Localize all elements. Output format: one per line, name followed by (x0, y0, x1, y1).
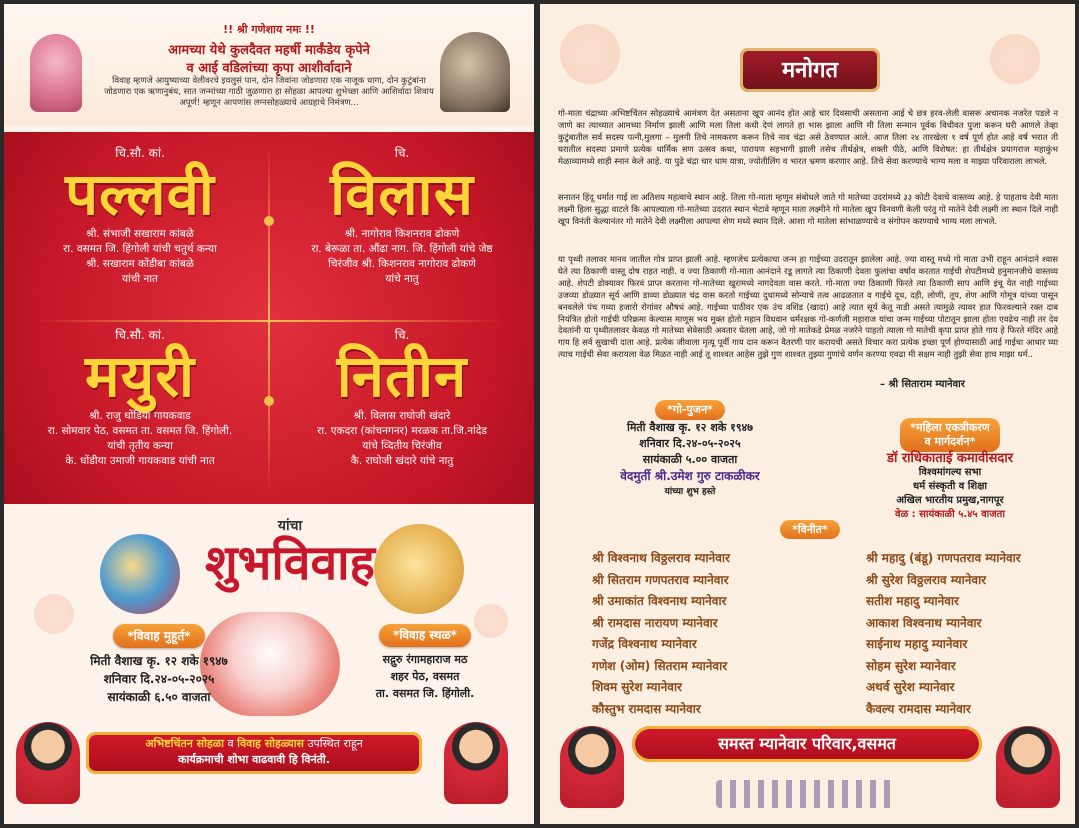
footer-text: उपस्थित राहून (304, 737, 363, 750)
bride1-family-line: यांची नात (121, 273, 159, 285)
mahila-guest-name: डॉ राधिकाताई कमावीसदार (886, 451, 1014, 466)
muhurt-line: शनिवार दि.२४-०५-२०२५ (103, 672, 215, 686)
list-item: श्री सुरेश विठ्ठलराव म्यानेवार (866, 572, 987, 587)
bride1-prefix: चि.सौ. कां. (115, 146, 165, 160)
bride1-name: पल्लवी (65, 160, 215, 228)
list-item: श्री विश्वनाथ विठ्ठलराव म्यानेवार (592, 551, 730, 565)
footer-line2: कार्यक्रमाची शोभा वाढवावी हि विनंती. (178, 753, 330, 766)
bride1-family-line: रा. वसमत जि. हिंगोली यांची चतुर्थ कन्या (63, 243, 217, 255)
header-line3: व आई वडिलांच्या कृपा आशीर्वादाने (186, 61, 352, 76)
mahila-time: वेळ : सायंकाळी ५.४५ वाजता (895, 509, 1005, 520)
intro-text: विवाह म्हणजे आयुष्याच्या वेलीवरचे इवलुसं पान, दोन जिवांना जोडणारा एक नाजूक धागा, दोन कुटुंबांना जोडणारा एक ऋणानुबंध, सात जन्मांच्या गाठी जुळणारा हा सोहळा आपल्या शुभेच्छा आणि आशिर्वादा शिवाय अपूर्ण! म्हणून आपणांस लग्नसोहळ्याचे आग्रहाचे निमंत्रण... (104, 76, 434, 108)
muhurt-line: मिती वैशाख कृ. १२ शके १९४७ (90, 654, 228, 668)
groom1-name: विलास (330, 160, 474, 228)
invitation-right-page (540, 4, 1075, 824)
yancha-text: यांचा (277, 518, 303, 534)
groom1-family-line: रा. बेरूळा ता. औंढा नाग. जि. हिंगोली यांचे जेष्ठ (311, 243, 493, 255)
bride1-family-line: श्री. सखाराम कोंडीबा कांबळे (86, 258, 194, 270)
header-line2: आमच्या येथे कुलदैवत महर्षी मार्कंडेय कृपेने (168, 43, 370, 58)
groom1-prefix: चि. (394, 146, 410, 160)
vinit-label: *विनीत* (780, 520, 840, 539)
mahila-line: धर्म संस्कृती व शिक्षा (913, 481, 987, 492)
venue-line: सद्गुरु रंगामहाराज मठ (382, 653, 468, 666)
groom1-family-line: श्री. नागोराव किशनराव ढोकणे (344, 228, 460, 240)
dancing-couple-image (100, 534, 180, 614)
list-item: साईनाथ महादु म्यानेवार (866, 637, 968, 651)
names-right-column (866, 548, 1021, 720)
list-item: गजेंद्र विश्वनाथ म्यानेवार (592, 637, 697, 651)
list-item: सोहम सुरेश म्यानेवार (866, 658, 956, 673)
list-item: श्री सितराम गणपतराव म्यानेवार (592, 572, 729, 587)
bride2-name: मयुरी (84, 342, 196, 410)
horizontal-divider (34, 320, 504, 322)
groom2-name: नितीन (336, 342, 468, 410)
bride2-prefix: चि.सौ. कां. (115, 328, 165, 342)
wedding-procession-image (716, 780, 896, 808)
groom1-family-line: चिरंजीव श्री. किशनराव नागोराव ढोकणे (328, 258, 476, 270)
shehnai-image (374, 524, 464, 614)
shubhvivah-text: शुभविवाह (204, 535, 376, 591)
list-item: गणेश (ओम) सितराम म्यानेवार (592, 658, 728, 673)
manogat-paragraph: सनातन हिंदू धर्मात गाई ला अतिशय महत्वाचे स्थान आहे. तिला गो-माता म्हणून संबोधले जाते गो मातेच्या उदरांमध्ये ३३ कोटी देवाचे वास्तव्य आहे. हे पाहताच देवी माता लक्ष्मी हिला सुद्धा वाटले कि आपल्याला गो-मातेच्या उदरात स्थान भेटावे म्हणून माता लक्ष्मीने गो मातेला खूप विनवणी केली परंतु गो मातेने देवी लक्ष्मी ला स्थान दिले नाही खूप विनंती केल्यानंतर गो मातेने देवी लक्ष्मीला आपल्या शेण मध्ये स्थान दिले. आशा गो मातेला सांभाळण्याचे व संगोपन करण्याचे भाग्य मला लाभले. (558, 192, 1058, 226)
bride2-family-line: यांची तृतीय कन्या (107, 440, 173, 452)
list-item: कैवल्य रामदास म्यानेवार (866, 701, 971, 716)
mahila-label-line: *महिला एकत्रीकरण (910, 421, 990, 434)
groom2-family-line: श्री. विलास राघोजी खंदारे (353, 410, 451, 422)
mahila-label-line: व मार्गदर्शन* (924, 435, 976, 448)
gopujan-hast: यांच्या शुभ हस्ते (664, 487, 716, 497)
namaste-lady-image (996, 726, 1060, 808)
list-item: श्री उमाकांत विश्वनाथ म्यानेवार (592, 594, 727, 608)
manogat-paragraph: या पृथ्वी तलावर मानव जातील गोत्र प्राप्त झाली आहे. म्हणजेच प्रत्येकाचा जन्म हा गाईच्या उदरातून झालेला आहे. ज्या वास्तू मध्ये गो माता उभी राहून आनंदाने श्वास घेते त्या ठिकाणी वास्तू दोष राहत नाही. व ज्या ठिकाणी गो-माता आनंदाने रडू लागते त्या ठिकाणी देवता फुलांचा वर्षाव करतात गाईची शेपटीमध्ये हनुमानजीचे वास्तव्य आहे. शेपटी डोक्यावर फिरवं प्राप्त करताना गो-मातेच्या खुरामध्ये नागदेवता वास करते. गो-माता ज्या ठिकाणी फिरते त्या ठिकाणी साप आणि इंचू येत नाही गाईच्या उजव्या डोळ्यात सूर्य आणि डाव्या डोळ्यात चंद्र वास करतो गाईच्या दुधामध्ये सोन्याचे तत्व आढळतात व गाईचे दूध, दही, लोणी, तूप, शेण आणि गोमूत्र यांच्या पासून बनवलेले पंच गव्या हजारो रोगांवर औषधं आहे. गाईच्या पाठीवर एक उंच वशिंड (खादा) आहे त्यात सूर्य केतू नाडी असते त्यामुळे त्यावर हात फिरवल्याने रक्त दाब नियंत्रित होतो गाईची परिक्रमा केल्यास माणूस भय मुक्त होतो महान विधवान धर्मरक्षक गो-कर्णजी महाराज यांचा जन्म गाईच्या पोटातून झाला होता एवढेच नाही तर देव देवतांनी या पृथ्वीतलावर केवळ गो मातेच्या सेवेसाठी अवतार घेतला आहे, जो गो मातेकडे प्रेमळ नजरेने पाहतो त्याला गो मातेची कृपा प्राप्त होते गाय हे फिरते मंदिर आहे गाय हि सर्व सुखाची दाता आहे. प्रत्येक जीवाला मृत्यू पूर्वी गाय दान करून वैतरणी पार करायची असते विचार करा प्रत्येक इच्छा पूर्ण होण्यासाठी आई गाईचा आधार घ्या त्याच गाईची सेवा करायला वेळ मिळत नाही आई तू शाश्वत आहेस तुझे गुण शाश्वत तुझ्या गुणांचे वर्णन करण्या एवढा मी सक्षम नाही तुझी सेवा हाच माझा धर्म.. (558, 254, 1058, 360)
invitation-left-page (4, 4, 534, 824)
gopujan-section (580, 400, 800, 500)
groom2-prefix: चि. (394, 328, 410, 342)
petal-decoration (560, 24, 620, 84)
list-item: सतीश महादु म्यानेवार (866, 594, 959, 608)
mahila-line: अखिल भारतीय प्रमुख,नागपूर (896, 495, 1004, 506)
namaste-lady-image (444, 722, 508, 804)
header-line1: !! श्री गणेशाय नमः !! (223, 23, 315, 36)
groom1-block (272, 144, 532, 287)
bride1-family-line: श्री. संभाजी सखाराम कांबळे (86, 228, 194, 240)
bride2-family-line: श्री. राजु धोंडिया गायकवाड (89, 410, 191, 422)
bride2-block (10, 326, 270, 469)
family-banner: समस्त म्यानेवार परिवार,वसमत (632, 726, 982, 762)
bride2-family-line: रा. सोमवार पेठ, वसमत ता. वसमत जि. हिंगोली. (47, 425, 233, 437)
invitation-scroll (86, 732, 422, 774)
venue-line: ता. वसमत जि. हिंगोली. (375, 687, 475, 700)
manogat-paragraph: गो-माता चंद्राच्या अभिष्टचिंतन सोहळ्याचे आमंत्रण देत असताना खूप आनंद होत आहे चार दिवसाची असताना आई चे छत्र हरव-लेली वासरू अचानक नजरेत पडले न जाणे का त्याच्यात आमच्या निर्माण झाली आणि मला तिला कधी देणं लागते हा भास झाला आणि मी तिला सन्मान पूर्वक विधीवत पुजा करून घरी आणले तेव्हा कुटुंबातील सर्व सदस्य पत्नी,मुलगा – मुलगी तिचे नामकरण करून तिचे नाव चंद्रा असे ठेवण्यात आले. आज तिला २४ तारखेला १ वर्ष पूर्ण होत आहे वर्ष भरात ती घरातील सदस्या प्रमाणे प्रत्येक धार्मिक सण उत्सव कथा, पारायण सहभागी झाली तसेच तीर्थक्षेत्र, शक्ती पीठे, आणि विशेषत: हा तीर्थक्षेत्र प्रयागराज महाकुंभ मेळाव्यामध्ये शाही स्नान केले आहे. या पुढे चंद्रा चार धाम यात्रा, ज्योतीलिंग व भारत भ्रमण करणार आहे. तिचे सेवा करण्याचे भाग्य मला व माझ्या परिवाराला लाभले. (558, 108, 1058, 166)
list-item: अथर्व सुरेश म्यानेवार (866, 680, 955, 694)
list-item: श्री रामदास नारायण म्यानेवार (592, 615, 718, 630)
mahila-label (900, 418, 1000, 452)
gopujan-line: शनिवार दि.२४-०५-२०२५ (639, 437, 741, 450)
venue-section (340, 624, 510, 702)
names-left-column (592, 548, 730, 720)
footer-highlight: अभिष्टचिंतन सोहळा (145, 737, 224, 750)
bride2-family-line: के. धोंडीया उमाजी गायकवाड यांची नात (65, 455, 215, 467)
footer-highlight: विवाह सोहळ्यास (237, 737, 304, 750)
muhurt-section (64, 624, 254, 706)
petal-decoration (990, 34, 1040, 84)
mahila-section (830, 418, 1070, 522)
signature: – श्री सिताराम म्यानेवार (880, 379, 965, 390)
muhurt-label: *विवाह मुहूर्त* (113, 624, 204, 648)
namaste-lady-image (16, 722, 80, 804)
groom2-family-line: यांचे व्दितीय चिरंजीव (362, 440, 442, 452)
list-item: शिवम सुरेश म्यानेवार (592, 680, 682, 694)
groom1-family-line: यांचे नातु (385, 273, 419, 285)
gopujan-guru: वेदमुर्ती श्री.उमेश गुरु टाकळीकर (620, 469, 760, 483)
shubhvivah-title (200, 516, 380, 591)
namaste-lady-image (560, 726, 624, 808)
bride1-block (10, 144, 270, 287)
venue-label: *विवाह स्थळ* (379, 624, 471, 647)
list-item: आकाश विश्वनाथ म्यानेवार (866, 615, 982, 630)
gopujan-label: *गो-पुजन* (655, 400, 725, 420)
mahila-line: विश्वमांगल्य सभा (918, 467, 982, 478)
gopujan-line: सायंकाळी ५.०० वाजता (642, 453, 738, 466)
list-item: श्री महादु (बंडू) गणपतराव म्यानेवार (866, 551, 1021, 565)
groom2-block (272, 326, 532, 469)
muhurt-line: सायंकाळी ६.५० वाजता (107, 690, 211, 704)
list-item: कौस्तुभ रामदास म्यानेवार (592, 701, 701, 716)
manogat-title: मनोगत (740, 48, 880, 92)
footer-and: व (224, 737, 238, 750)
venue-line: शहर पेठ, वसमत (390, 670, 460, 683)
gopujan-line: मिती वैशाख कृ. १२ शके १९४७ (626, 421, 753, 434)
groom2-family-line: रा. एकदरा (कांचनगनर) मरळक ता.जि.नांदेड (317, 425, 487, 437)
groom2-family-line: कै. राघोजी खंदारे यांचे नातु (350, 455, 454, 467)
